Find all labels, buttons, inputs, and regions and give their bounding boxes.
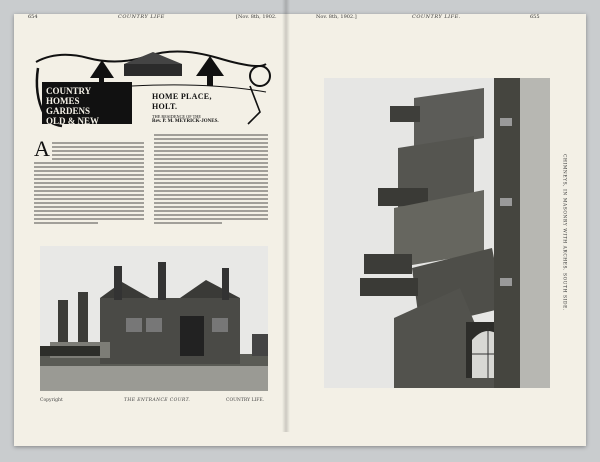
text-column-1 xyxy=(52,140,144,226)
drop-cap: A xyxy=(34,136,50,161)
banner-word-homes: HOMES xyxy=(46,96,80,106)
banner-word-old-new: OLD & NEW xyxy=(46,116,100,126)
right-page-number: 655 xyxy=(530,14,540,20)
left-date: [Nov. 8th, 1902. xyxy=(236,14,277,20)
headline-line-1: HOME PLACE, xyxy=(152,92,212,101)
vertical-photo-caption xyxy=(556,80,566,380)
banner-word-country: COUNTRY xyxy=(46,86,92,96)
caption-publisher: COUNTRY LIFE. xyxy=(226,398,265,403)
left-page xyxy=(0,0,286,432)
caption-copyright: Copyright xyxy=(40,398,63,403)
chimneys-photo xyxy=(324,78,550,388)
right-date: Nov. 8th, 1902.] xyxy=(316,14,357,20)
article-headline xyxy=(152,92,272,124)
photo-caption: THE ENTRANCE COURT. xyxy=(124,398,191,403)
left-page-number: 654 xyxy=(28,14,38,20)
vertical-caption-text: CHIMNEYS, IN MASONRY WITH ARCHES. SOUTH SIDE. xyxy=(561,154,567,311)
author-name: Rev. P. M. MEYRICK-JONES. xyxy=(152,119,219,124)
right-running-title: COUNTRY LIFE. xyxy=(412,14,461,20)
entrance-court-photo xyxy=(40,246,268,391)
byline: THE RESIDENCE OF THE xyxy=(152,114,201,119)
banner-word-gardens: GARDENS xyxy=(46,106,91,116)
text-column-2 xyxy=(154,132,268,226)
headline-line-2: HOLT. xyxy=(152,102,178,111)
left-running-title: COUNTRY LIFE xyxy=(118,14,165,20)
